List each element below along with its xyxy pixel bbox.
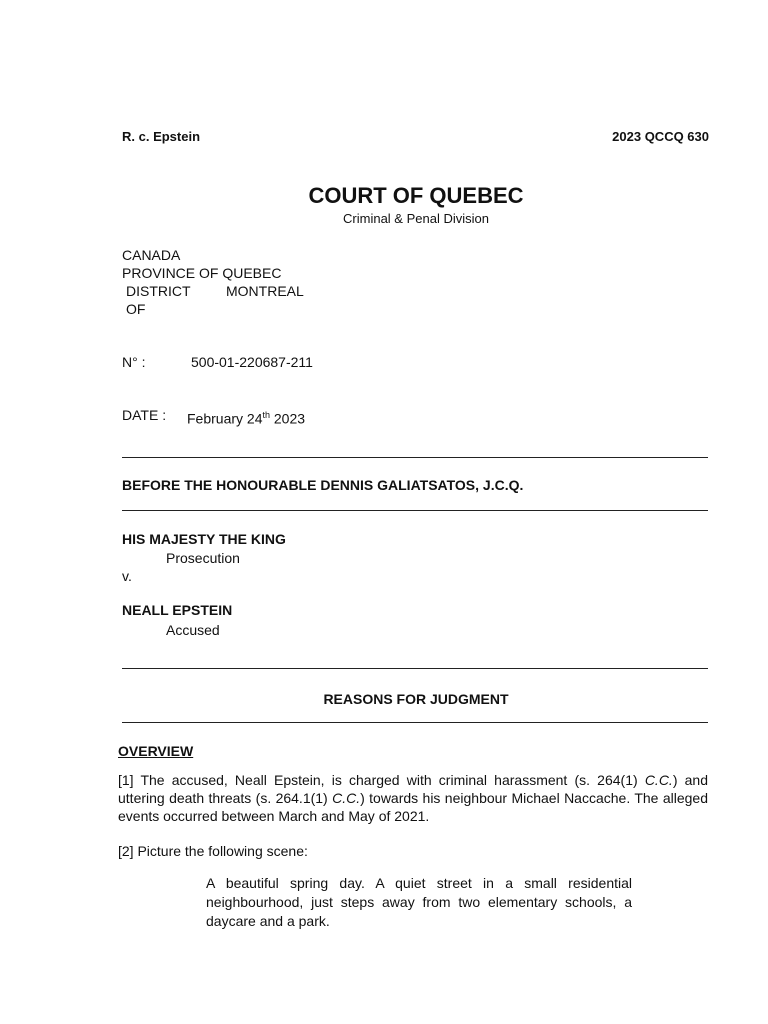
versus: v.: [122, 568, 132, 584]
neutral-citation: 2023 QCCQ 630: [612, 129, 709, 144]
prosecution-role: Prosecution: [166, 550, 240, 566]
country: CANADA: [122, 247, 181, 263]
accused-role: Accused: [166, 622, 220, 638]
paragraph-1: [1] The accused, Neall Epstein, is charged with criminal harassment (s. 264(1) C.C.) and uttering death threats (s. 264.1(1) C.C.) towards his neighbour Michael Naccache. The alleged events occurred between March and May of 2021.: [118, 772, 708, 824]
judgment-date: February 24th 2023: [187, 410, 306, 427]
overview-heading: OVERVIEW: [118, 743, 194, 759]
divider: [122, 668, 708, 669]
divider: [122, 510, 708, 511]
court-division: Criminal & Penal Division: [343, 211, 489, 226]
prosecution-name: HIS MAJESTY THE KING: [122, 531, 286, 547]
section-title: REASONS FOR JUDGMENT: [323, 691, 509, 707]
district-label: DISTRICT: [126, 283, 191, 299]
divider: [122, 457, 708, 458]
paragraph-2: [2] Picture the following scene:: [118, 843, 308, 859]
style-of-cause: R. c. Epstein: [122, 129, 201, 144]
block-quote: A beautiful spring day. A quiet street in a small residential neighbourhood, just steps away from two elementary schools, a daycare and a park.: [206, 875, 632, 929]
file-number: 500-01-220687-211: [191, 354, 313, 370]
presiding-judge: BEFORE THE HONOURABLE DENNIS GALIATSATOS, J.C.Q.: [122, 477, 524, 493]
province: PROVINCE OF QUEBEC: [122, 265, 282, 281]
accused-name: NEALL EPSTEIN: [122, 602, 233, 618]
file-number-label: N° :: [122, 354, 146, 370]
district-value: MONTREAL: [226, 283, 304, 299]
court-name: COURT OF QUEBEC: [308, 183, 524, 208]
divider: [122, 722, 708, 723]
district-label-of: OF: [126, 301, 146, 317]
date-label: DATE :: [122, 407, 167, 423]
